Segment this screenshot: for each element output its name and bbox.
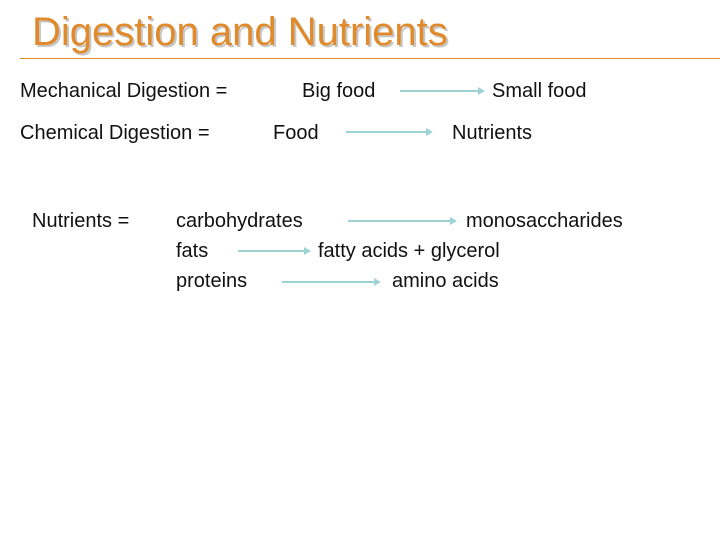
chemical-to-text: Nutrients [452, 122, 533, 144]
nutrient-from-text: carbohydrates [176, 210, 303, 232]
nutrients-label: Nutrients = [32, 210, 130, 232]
nutrient-arrow-icon [282, 281, 378, 283]
nutrient-to-text: amino acids [392, 270, 499, 292]
nutrient-to-text: monosaccharides [466, 210, 623, 232]
nutrient-arrow-icon [348, 220, 454, 222]
slide-title: Digestion and Nutrients [32, 10, 448, 54]
mechanical-arrow-icon [400, 90, 482, 92]
nutrient-to-text: fatty acids + glycerol [318, 240, 500, 262]
chemical-digestion-label: Chemical Digestion = [20, 122, 210, 144]
nutrient-from-text: fats [176, 240, 209, 262]
mechanical-from-text: Big food [302, 80, 376, 102]
nutrient-arrow-icon [238, 250, 308, 252]
nutrient-from-text: proteins [176, 270, 248, 292]
chemical-from-text: Food [273, 122, 319, 144]
mechanical-to-text: Small food [492, 80, 587, 102]
mechanical-digestion-label: Mechanical Digestion = [20, 80, 228, 102]
chemical-arrow-icon [346, 131, 430, 133]
title-underline [20, 58, 720, 59]
